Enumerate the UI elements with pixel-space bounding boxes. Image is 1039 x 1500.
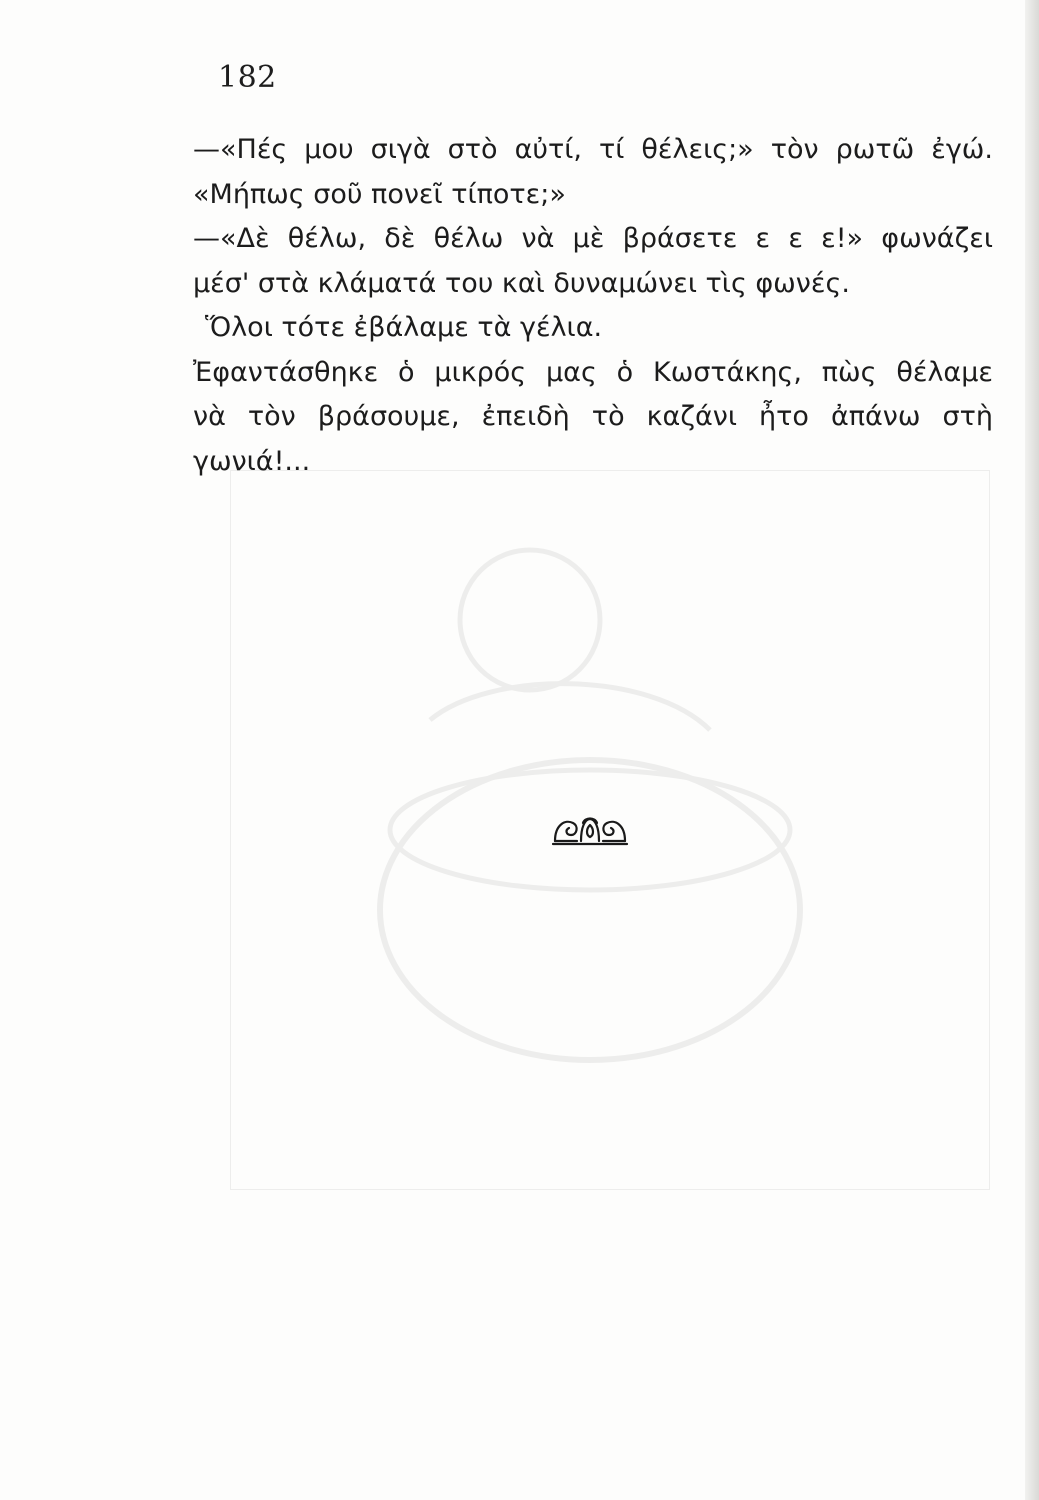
text-line: μέσ' στὰ κλάματά του καὶ δυναμώνει τὶς φωνές. <box>193 267 850 299</box>
text-line: νὰ τὸν βράσουμε, ἐπειδὴ τὸ καζάνι ἦτο ἀπάνω στὴ <box>193 401 993 432</box>
text-line: «Μήπως σοῦ πονεῖ τίποτε;» <box>193 178 566 210</box>
text-line: Ὅλοι τότε ἐβάλαμε τὰ γέλια. <box>205 312 603 343</box>
text-line: —«Δὲ θέλω, δὲ θέλω νὰ μὲ βράσετε ε ε ε!» φωνάζει <box>193 223 993 254</box>
text-line: Ἐφαντάσθηκε ὁ μικρός μας ὁ Κωστάκης, πὼς θέλαμε <box>193 356 993 388</box>
text-line: —«Πές μου σιγὰ στὸ αὐτί, τί θέλεις;» τὸν ρωτῶ ἐγώ. <box>193 134 993 165</box>
page-number: 182 <box>218 60 277 95</box>
decorative-fleuron-icon <box>551 813 629 847</box>
page-body-text <box>193 128 993 484</box>
text-line: γωνιά!... <box>193 445 311 477</box>
page-edge-shadow <box>1025 0 1039 1500</box>
